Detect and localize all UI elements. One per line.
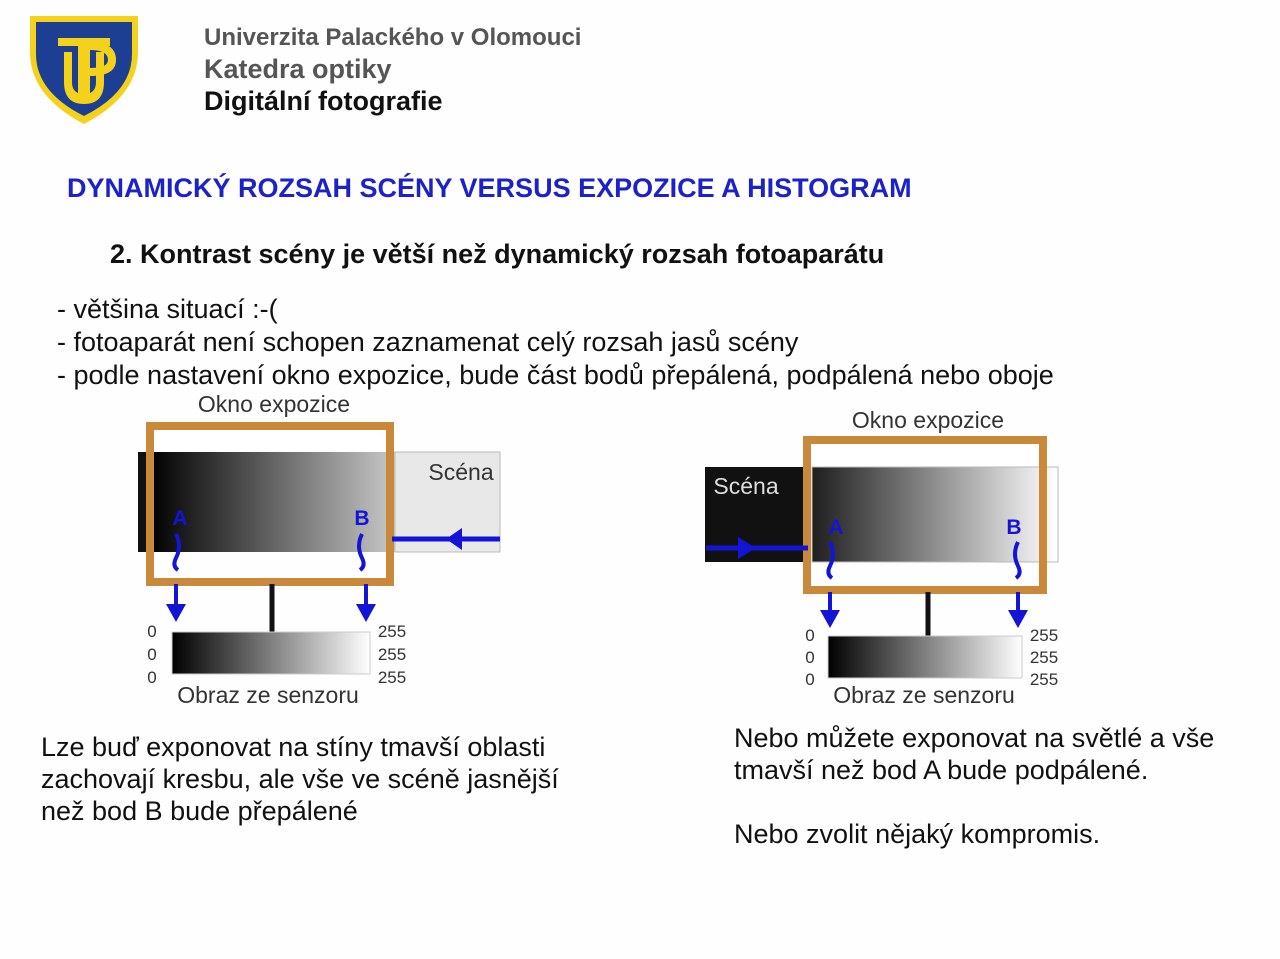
compromise-note: Nebo zvolit nějaký kompromis. <box>734 819 1101 849</box>
right-down-arrowhead-a <box>820 610 840 628</box>
right-explanation: Nebo můžete exponovat na světlé a vše tmavší než bod A bude podpálené. <box>734 723 1215 785</box>
right-value-left: 0 <box>805 626 815 645</box>
left-value-left: 0 <box>147 668 157 687</box>
course-name: Digitální fotografie <box>204 86 443 116</box>
left-down-arrowhead-b <box>356 604 376 622</box>
right-scene-gradient <box>812 467 1058 562</box>
left-scene-gradient <box>150 452 395 552</box>
bullet-item: - většina situací :-( <box>57 294 278 324</box>
left-sensor-bar <box>172 632 370 674</box>
right-value-left: 0 <box>805 670 815 689</box>
left-explanation: Lze buď exponovat na stíny tmavší oblasti zachovají kresbu, ale vše ve scéně jasnější než bod B bude přepálené <box>41 732 559 826</box>
left-point-b: B <box>354 507 370 530</box>
right-sensor-bar <box>828 636 1022 678</box>
right-scene-label: Scéna <box>713 473 779 499</box>
right-point-a: A <box>828 516 844 539</box>
left-value-left: 0 <box>147 645 157 664</box>
university-name: Univerzita Palackého v Olomouci <box>204 24 582 51</box>
right-frame-top <box>815 448 1035 466</box>
right-value-right: 255 <box>1029 670 1059 689</box>
left-value-right: 255 <box>377 622 407 641</box>
department-name: Katedra optiky <box>204 54 392 84</box>
left-frame-top <box>158 434 382 450</box>
right-sensor-label: Obraz ze senzoru <box>833 682 1015 708</box>
right-point-b: B <box>1006 516 1022 539</box>
right-diagram <box>705 407 1058 708</box>
left-value-left: 0 <box>147 622 157 641</box>
slide-subtitle: 2. Kontrast scény je větší než dynamický rozsah fotoaparátu <box>110 239 885 269</box>
left-window-label: Okno expozice <box>197 391 351 417</box>
left-value-right: 255 <box>377 645 407 664</box>
left-diagram <box>138 391 500 708</box>
left-value-right: 255 <box>377 668 407 687</box>
slide-title: DYNAMICKÝ ROZSAH SCÉNY VERSUS EXPOZICE A HISTOGRAM <box>67 173 912 203</box>
left-scene-label: Scéna <box>428 459 494 485</box>
bullet-item: - fotoaparát není schopen zaznamenat celý rozsah jasů scény <box>57 327 799 357</box>
right-down-arrowhead-b <box>1008 610 1028 628</box>
right-value-right: 255 <box>1029 648 1059 667</box>
left-down-arrowhead-a <box>166 604 186 622</box>
right-value-right: 255 <box>1029 626 1059 645</box>
left-point-a: A <box>172 507 188 530</box>
bullet-item: - podle nastavení okno expozice, bude část bodů přepálená, podpálená nebo oboje <box>57 360 1054 390</box>
right-window-label: Okno expozice <box>851 407 1005 433</box>
right-value-left: 0 <box>805 648 815 667</box>
left-sensor-label: Obraz ze senzoru <box>177 682 359 708</box>
